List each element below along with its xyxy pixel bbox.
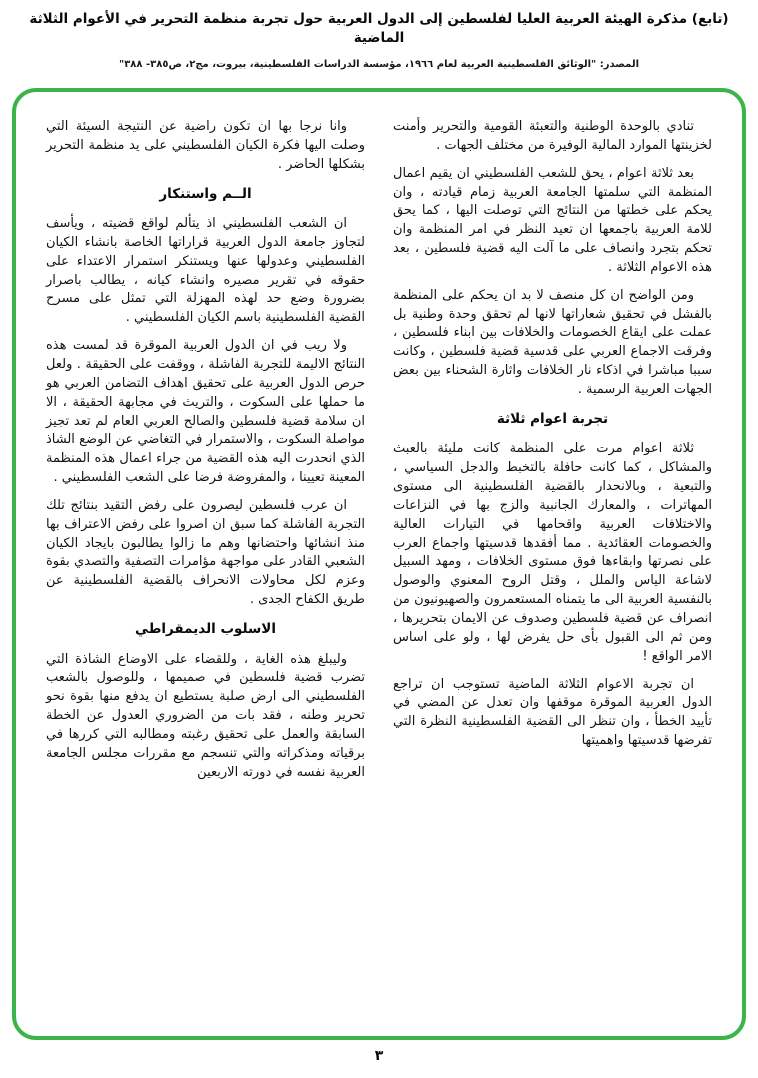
paragraph: بعد ثلاثة اعوام ، يحق للشعب الفلسطيني ان يقيم اعمال المنظمة التي سلمتها الجامعة العربية زمام قيادته ، وان يحكم على خطتها من النتائج التي توصلت اليها ، كما يحق للامة العربية باجمعها ان تعيد النظر في امر المنظمة وان تحكم بتجرد وانصاف على ما آلت اليه قضية فلسطين ، بعد هذه الاعوام الثلاثة . xyxy=(393,165,712,275)
document-header xyxy=(0,0,758,70)
paragraph: ثلاثة اعوام مرت على المنظمة كانت مليئة بالعبث والمشاكل ، كما كانت حافلة بالتخبط والدجل السياسي ، والتبعية ، وبالانحدار بالقضية الفلسطينية الى مستوى المهاترات ، والمعارك الجانبية والزج بها في النزاعات والاختلافات العربية واقحامها في التيارات العالية والخصومات العقائدية . مما أفقدها قدسيتها واجماع العرب على نصرتها وابقاءها فوق مستوى الخلافات ، ومهد السبيل لاشاعة الياس والملل ، وقتل الروح المعنوي والوصول بالنفسية العربية الى ما يتمناه المستعمرون والصهيونيون من انصراف عن قضية فلسطين وصدوف عن الايمان بتحريرها ، ومن ثم الى القبول بأى حل يفرض لها ، ولو على اساس الامر الواقع ! xyxy=(393,441,712,664)
right-column xyxy=(393,118,712,1018)
paragraph: وانا نرجا بها ان تكون راضية عن النتيجة السيئة التي وصلت اليها فكرة الكيان الفلسطيني على يد منظمة التحرير بشكلها الحاضر . xyxy=(46,119,365,172)
left-column xyxy=(46,118,365,1018)
document-frame xyxy=(12,88,746,1040)
section-heading-three-years-experience: تجربة اعوام ثلاثة xyxy=(496,410,609,427)
page-number: ٣ xyxy=(374,1048,384,1064)
section-heading-pain-and-denunciation: الــم واستنكار xyxy=(159,185,252,202)
paragraph: ان تجربة الاعوام الثلاثة الماضية تستوجب ان تراجع الدول العربية الموقرة موقفها وان تعدل عن المضي في تأييد الخطأ ، وان تنظر الى القضية الفلسطينية النظرة التي تفرضها قدسيتها واهميتها xyxy=(393,676,712,749)
source-line: المصدر: "الوثائق الفلسطينية العربية لعام ١٩٦٦، مؤسسة الدراسات الفلسطينية، بيروت، مج٢، ص٣٨٥- ٣٨٨" xyxy=(118,58,640,70)
paragraph: ان الشعب الفلسطيني اذ يتألم لواقع قضيته ، ويأسف لتجاوز جامعة الدول العربية قراراتها الخاصة بانشاء الكيان الفلسطيني وعدولها عنها ويستنكر استمرار الاعتداء على حقوقه في تقرير مصيره وانشاء كيانه ، يطالب باصرار بضرورة وضع حد لهذه المهزلة التي تمثل على مسرح القضية الفلسطينية باسم الكيان الفلسطيني . xyxy=(46,216,365,326)
document-title: (تابع) مذكرة الهيئة العربية العليا لفلسطين إلى الدول العربية حول تجربة منظمة التحرير في الأعوام الثلاثة الماضية xyxy=(29,11,729,46)
section-heading-democratic-method: الاسلوب الديمقراطي xyxy=(135,620,276,637)
paragraph: ان عرب فلسطين ليصرون على رفض التقيد بنتائج تلك التجربة الفاشلة كما سبق ان اصروا على رفض الاعتراف بها منذ انشائها واحتضانها وهم ما زالوا يطالبون بايجاد الكيان الشعبي القادر على مواجهة مؤامرات التصفية والتصدي بقوة وعزم لكل محاولات الانحراف بالقضية الفلسطينية عن طريق الكفاح الجدى . xyxy=(46,497,365,608)
paragraph: تنادي بالوحدة الوطنية والتعبئة القومية والتحرير وأمنت لخزينتها الموارد المالية الوفيرة من مختلف الجهات . xyxy=(393,119,712,153)
paragraph: ولا ريب في ان الدول العربية الموقرة قد لمست هذه النتائج الاليمة للتجربة الفاشلة ، ووقفت على الحقيقة . ولعل حرص الدول العربية على تحقيق اهداف التضامن العربي هو ما حملها على السكوت ، والتريث في مجابهة الحقيقة ، الا ان سلامة قضية فلسطين والصالح العربي العام لم تعد تجيز مواصلة السكوت ، والاستمرار في التغاضي عن الوضع الشاذ الذي انحدرت اليه هذه القضية من جراء اعمال هذه المنظمة المعينة تعيينا ، والمفروضة فرضا على الشعب الفلسطيني . xyxy=(46,338,365,486)
paragraph: ومن الواضح ان كل منصف لا بد ان يحكم على المنظمة بالفشل في تحقيق شعاراتها لانها لم تحقق وحدة وطنية بل عملت على ايقاع الخصومات والخلافات بين ابناء فلسطين ، وفرقت الاجماع العربي على قدسية قضية فلسطين ، وكانت سببا مباشرا في اذكاء نار الخلافات واثارة الشحناء بين بعض الجهات العربية الرسمية . xyxy=(393,287,712,397)
paragraph: وليبلغ هذه الغاية ، وللقضاء على الاوضاع الشاذة التي تضرب قضية فلسطين في صميمها ، وللوصول بالشعب الفلسطيني الى ارض صلبة يستطيع ان يدفع منها بقوة نحو تحرير وطنه ، فقد بات من الضروري العدول عن الخطة السابقة والعمل على تحقيق رغبته ومطالبه التي كررها في برقياته ومذكراته والتي تنسجم مع مقررات مجلس الجامعة العربية نفسه في دورته الاربعين xyxy=(46,651,365,780)
text-columns xyxy=(46,118,712,1018)
